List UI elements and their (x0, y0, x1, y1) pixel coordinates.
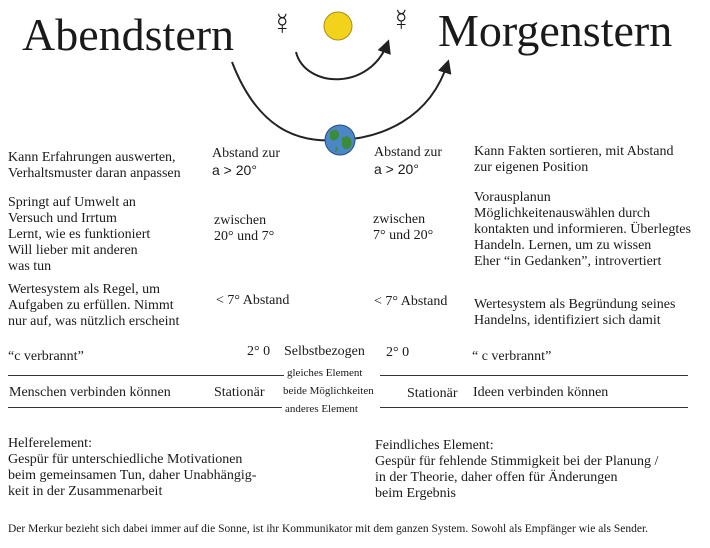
row3-right-text: Wertesystem als Begründung seines Handelns, identifiziert sich damit (474, 297, 676, 328)
center-mid-text: beide Möglichkeiten (283, 385, 374, 397)
sun-icon (324, 12, 352, 40)
title-abendstern: Abendstern (22, 9, 235, 60)
row2-midleft-text: zwischen 20° und 7° (214, 213, 275, 244)
divider-right-label: Ideen verbinden können (473, 385, 609, 400)
divider-right-bottom (380, 407, 688, 408)
row1-midleft-text: Abstand zur a > 20° (212, 146, 281, 178)
helper-element-text: Helferelement: Gespür für unterschiedliche Motivationen beim gemeinsamen Tun, daher Unabhängig- keit in der Zusammenarbeit (8, 436, 257, 499)
divider-left-bottom (8, 407, 282, 408)
earth-icon (325, 125, 355, 155)
row2-right-text: Vorausplanun Möglichkeitenauswählen durch kontakten und informieren. Überlegtes Handeln. Lernen, um zu wissen Eher “in Gedanken”, introvertiert (474, 190, 691, 269)
stationary-right-text: Stationär (407, 386, 458, 401)
row3-midleft-text: < 7° Abstand (216, 293, 290, 308)
divider-left-top (8, 375, 284, 376)
row2-left-text: Springt auf Umwelt an Versuch und Irrtum Lernt, wie es funktioniert Will lieber mit anderen was tun (8, 195, 151, 274)
mercury-right-icon: ☿ (390, 4, 413, 37)
row1-left-text: Kann Erfahrungen auswerten, Verhaltsmuster daran anpassen (8, 150, 181, 181)
row4-midright-text: 2° 0 (386, 345, 410, 360)
row3-left-text: Wertesystem als Regel, um Aufgaben zu erfüllen. Nimmt nur auf, was nützlich erscheint (8, 282, 180, 329)
row2-midright-text: zwischen 7° und 20° (373, 212, 434, 243)
center-bottom-text: anderes Element (285, 403, 358, 415)
hostile-element-text: Feindliches Element: Gespür für fehlende Stimmigkeit bei der Planung / in der Theorie, daher offen für Änderungen beim Ergebnis (375, 438, 659, 501)
center-top-text: gleiches Element (287, 367, 363, 379)
stationary-left-text: Stationär (214, 385, 265, 400)
footer-text: Der Merkur bezieht sich dabei immer auf die Sonne, ist ihr Kommunikator mit dem ganzen System. Sowohl als Empfänger wie als Sender. (8, 523, 649, 535)
row3-midright-text: < 7° Abstand (374, 294, 448, 309)
inner-orbit-arrow (296, 42, 388, 79)
row4-left-text: “c verbrannt” (8, 349, 84, 364)
row1-midright-text: Abstand zur a > 20° (374, 145, 443, 177)
title-morgenstern: Morgenstern (438, 5, 673, 56)
divider-right-top (380, 375, 688, 376)
mercury-left-icon: ☿ (271, 8, 294, 41)
divider-left-label: Menschen verbinden können (9, 385, 171, 400)
row1-right-text: Kann Fakten sortieren, mit Abstand zur eigenen Position (474, 144, 674, 175)
row4-midleft-text: 2° 0 (247, 344, 271, 359)
row4-center-text: Selbstbezogen (284, 344, 365, 359)
row4-right-text: “ c verbrannt” (472, 349, 552, 364)
